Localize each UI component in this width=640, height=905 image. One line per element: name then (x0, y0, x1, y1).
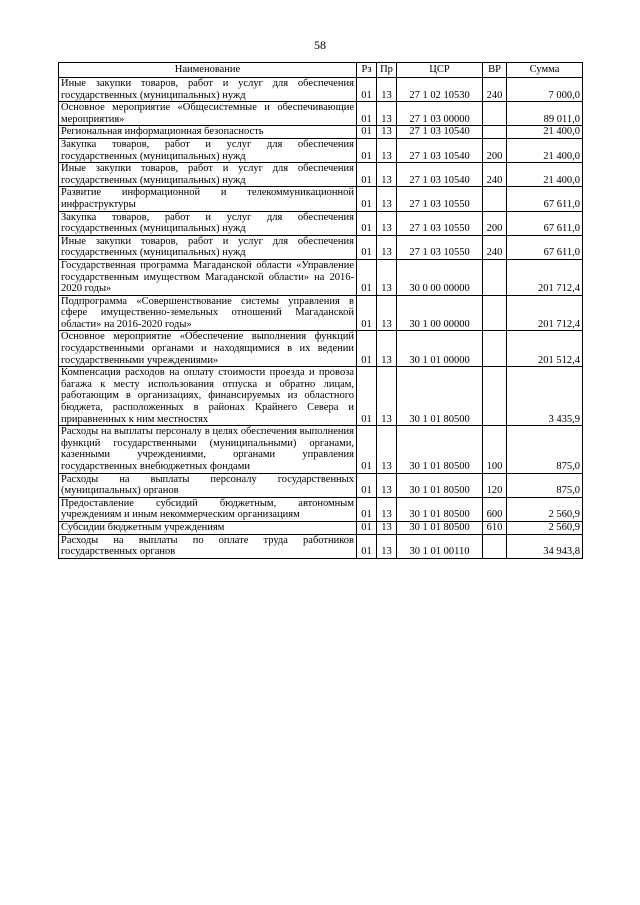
cell-csr: 30 1 01 80500 (397, 367, 483, 426)
cell-name: Закупка товаров, работ и услуг для обеспечения государственных (муниципальных) нужд (59, 138, 357, 162)
cell-name: Развитие информационной и телекоммуникационной инфраструктуры (59, 187, 357, 211)
cell-vr: 240 (483, 235, 507, 259)
cell-vr (483, 187, 507, 211)
cell-csr: 30 1 01 80500 (397, 426, 483, 473)
cell-csr: 30 0 00 00000 (397, 259, 483, 295)
cell-rz: 01 (357, 295, 377, 331)
table-header-row (59, 63, 583, 78)
cell-sum: 201 712,4 (507, 259, 583, 295)
header-csr: ЦСР (397, 63, 483, 78)
cell-csr: 27 1 03 10550 (397, 211, 483, 235)
cell-csr: 27 1 03 10550 (397, 187, 483, 211)
cell-pr: 13 (377, 187, 397, 211)
cell-vr (483, 331, 507, 367)
table-row (59, 78, 583, 102)
cell-sum: 201 712,4 (507, 295, 583, 331)
cell-pr: 13 (377, 102, 397, 126)
cell-rz: 01 (357, 497, 377, 521)
cell-rz: 01 (357, 235, 377, 259)
cell-name: Предоставление субсидий бюджетным, автономным учреждениям и иным некоммерческим организациям (59, 497, 357, 521)
cell-rz: 01 (357, 473, 377, 497)
cell-sum: 875,0 (507, 473, 583, 497)
cell-vr (483, 259, 507, 295)
cell-name: Иные закупки товаров, работ и услуг для обеспечения государственных (муниципальных) нужд (59, 78, 357, 102)
cell-pr: 13 (377, 534, 397, 558)
cell-name: Региональная информационная безопасность (59, 126, 357, 139)
cell-pr: 13 (377, 259, 397, 295)
cell-vr (483, 534, 507, 558)
cell-csr: 27 1 03 10540 (397, 163, 483, 187)
cell-pr: 13 (377, 78, 397, 102)
cell-pr: 13 (377, 473, 397, 497)
cell-sum: 89 011,0 (507, 102, 583, 126)
cell-name: Основное мероприятие «Обеспечение выполнения функций государственными органами и находящимися в их ведении государственными учреждениями» (59, 331, 357, 367)
header-vr: ВР (483, 63, 507, 78)
cell-rz: 01 (357, 102, 377, 126)
table-row (59, 235, 583, 259)
cell-csr: 30 1 01 80500 (397, 473, 483, 497)
cell-vr (483, 102, 507, 126)
cell-rz: 01 (357, 367, 377, 426)
header-rz: Рз (357, 63, 377, 78)
cell-vr: 200 (483, 211, 507, 235)
cell-rz: 01 (357, 138, 377, 162)
cell-sum: 34 943,8 (507, 534, 583, 558)
cell-vr: 600 (483, 497, 507, 521)
cell-pr: 13 (377, 497, 397, 521)
cell-vr (483, 295, 507, 331)
cell-name: Расходы на выплаты персоналу в целях обеспечения выполнения функций государственными (муниципальными) органами, казенными учреждениями, органами управления государственных внебюджетных фондами (59, 426, 357, 473)
table-row (59, 187, 583, 211)
cell-sum: 67 611,0 (507, 211, 583, 235)
cell-csr: 27 1 03 00000 (397, 102, 483, 126)
table-row (59, 211, 583, 235)
cell-pr: 13 (377, 163, 397, 187)
cell-rz: 01 (357, 534, 377, 558)
cell-rz: 01 (357, 331, 377, 367)
table-row (59, 331, 583, 367)
cell-pr: 13 (377, 331, 397, 367)
header-sum: Сумма (507, 63, 583, 78)
cell-csr: 27 1 03 10540 (397, 138, 483, 162)
cell-vr: 240 (483, 78, 507, 102)
page-number: 58 (314, 38, 326, 52)
cell-name: Расходы на выплаты персоналу государственных (муниципальных) органов (59, 473, 357, 497)
table-row (59, 473, 583, 497)
cell-rz: 01 (357, 126, 377, 139)
cell-sum: 21 400,0 (507, 163, 583, 187)
cell-vr: 100 (483, 426, 507, 473)
cell-csr: 30 1 01 80500 (397, 521, 483, 534)
cell-sum: 2 560,9 (507, 497, 583, 521)
cell-pr: 13 (377, 138, 397, 162)
cell-csr: 27 1 03 10550 (397, 235, 483, 259)
cell-name: Компенсация расходов на оплату стоимости проезда и провоза багажа к месту использования отпуска и обратно лицам, работающим в организациях, финансируемых из областного бюджета, расположенных в районах Крайнего Севера и приравненных к ним местностях (59, 367, 357, 426)
table-row (59, 259, 583, 295)
cell-rz: 01 (357, 163, 377, 187)
table-row (59, 163, 583, 187)
cell-pr: 13 (377, 367, 397, 426)
cell-sum: 21 400,0 (507, 138, 583, 162)
cell-rz: 01 (357, 521, 377, 534)
table-row (59, 521, 583, 534)
table-row (59, 138, 583, 162)
cell-name: Государственная программа Магаданской области «Управление государственным имуществом Магаданской области» на 2016-2020 годы» (59, 259, 357, 295)
table-row (59, 497, 583, 521)
cell-csr: 27 1 02 10530 (397, 78, 483, 102)
cell-pr: 13 (377, 211, 397, 235)
cell-csr: 30 1 01 00110 (397, 534, 483, 558)
cell-rz: 01 (357, 78, 377, 102)
cell-sum: 201 512,4 (507, 331, 583, 367)
cell-csr: 30 1 01 80500 (397, 497, 483, 521)
header-name: Наименование (59, 63, 357, 78)
header-pr: Пр (377, 63, 397, 78)
cell-name: Закупка товаров, работ и услуг для обеспечения государственных (муниципальных) нужд (59, 211, 357, 235)
cell-name: Иные закупки товаров, работ и услуг для обеспечения государственных (муниципальных) нужд (59, 163, 357, 187)
cell-name: Подпрограмма «Совершенствование системы управления в сфере имущественно-земельных отношений Магаданской области» на 2016-2020 годы» (59, 295, 357, 331)
table-row (59, 534, 583, 558)
cell-vr (483, 126, 507, 139)
cell-pr: 13 (377, 235, 397, 259)
table-row (59, 367, 583, 426)
cell-pr: 13 (377, 521, 397, 534)
table-row (59, 295, 583, 331)
cell-pr: 13 (377, 426, 397, 473)
cell-sum: 7 000,0 (507, 78, 583, 102)
cell-name: Расходы на выплаты по оплате труда работников государственных органов (59, 534, 357, 558)
cell-rz: 01 (357, 211, 377, 235)
cell-name: Основное мероприятие «Общесистемные и обеспечивающие мероприятия» (59, 102, 357, 126)
cell-vr: 200 (483, 138, 507, 162)
cell-sum: 3 435,9 (507, 367, 583, 426)
cell-csr: 30 1 00 00000 (397, 295, 483, 331)
cell-rz: 01 (357, 426, 377, 473)
cell-vr: 120 (483, 473, 507, 497)
cell-sum: 67 611,0 (507, 187, 583, 211)
cell-sum: 67 611,0 (507, 235, 583, 259)
cell-vr (483, 367, 507, 426)
table-row (59, 102, 583, 126)
cell-csr: 27 1 03 10540 (397, 126, 483, 139)
cell-csr: 30 1 01 00000 (397, 331, 483, 367)
cell-name: Иные закупки товаров, работ и услуг для обеспечения государственных (муниципальных) нужд (59, 235, 357, 259)
cell-sum: 875,0 (507, 426, 583, 473)
cell-pr: 13 (377, 295, 397, 331)
cell-name: Субсидии бюджетным учреждениям (59, 521, 357, 534)
table-body (59, 78, 583, 559)
cell-sum: 2 560,9 (507, 521, 583, 534)
table-row (59, 426, 583, 473)
cell-rz: 01 (357, 187, 377, 211)
table-row (59, 126, 583, 139)
cell-rz: 01 (357, 259, 377, 295)
budget-table (58, 62, 583, 559)
cell-vr: 610 (483, 521, 507, 534)
cell-pr: 13 (377, 126, 397, 139)
cell-sum: 21 400,0 (507, 126, 583, 139)
cell-vr: 240 (483, 163, 507, 187)
